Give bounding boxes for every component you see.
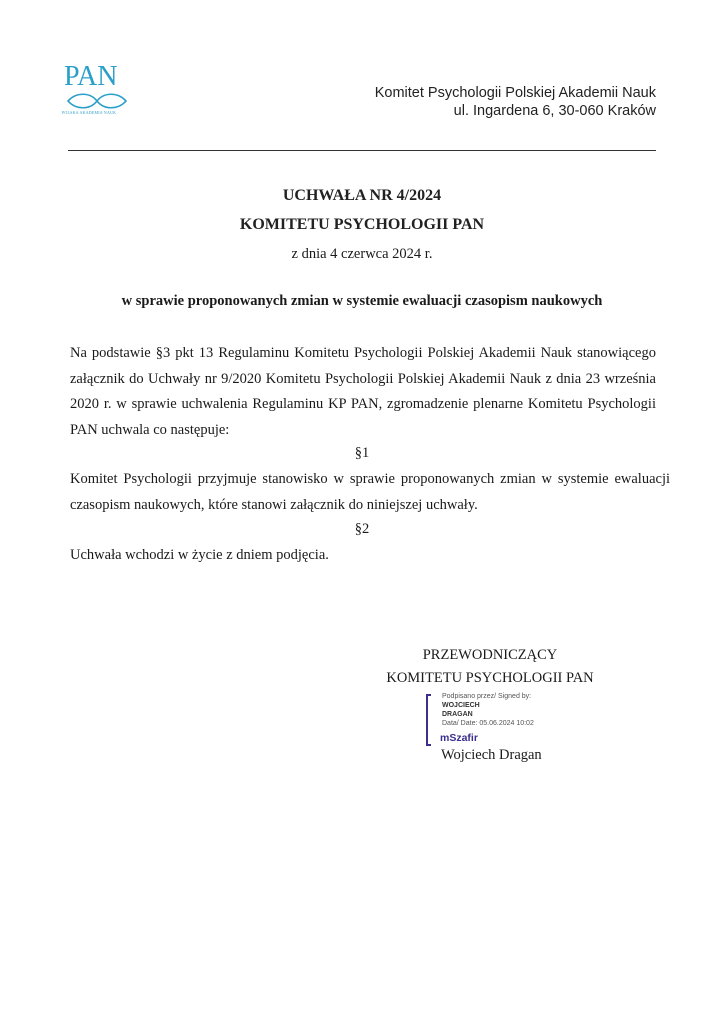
institution-header [375, 84, 656, 120]
infinity-logo-icon [62, 90, 132, 112]
pan-logo [62, 62, 132, 122]
section-2-heading: §2 [354, 521, 370, 537]
section-2-text: Uchwała wchodzi w życie z dniem podjęcia. [70, 547, 329, 563]
signature-bracket-icon [425, 694, 433, 746]
signature-role-1: PRZEWODNICZĄCY [422, 647, 558, 663]
stamp-name-last: DRAGAN [442, 711, 473, 718]
resolution-committee: KOMITETU PSYCHOLOGII PAN [239, 216, 485, 233]
resolution-subject: w sprawie proponowanych zmian w systemie ewaluacji czasopism naukowych [121, 293, 603, 309]
stamp-signed-by: Podpisano przez/ Signed by: [442, 693, 532, 700]
electronic-signature-stamp [425, 691, 575, 751]
institution-name: Komitet Psychologii Polskiej Akademii Nauk [374, 85, 656, 101]
header-divider [68, 150, 656, 151]
stamp-name-first: WOJCIECH [442, 702, 480, 709]
signature-role-2: KOMITETU PSYCHOLOGII PAN [386, 670, 594, 686]
signer-name: Wojciech Dragan [441, 747, 542, 763]
stamp-date: Data/ Date: 05.06.2024 10:02 [442, 720, 534, 727]
intro-paragraph: Na podstawie §3 pkt 13 Regulaminu Komitetu Psychologii Polskiej Akademii Nauk stanowiącego załącznik do Uchwały nr 9/2020 Komitetu Psychologii Polskiej Akademii Nauk z dnia 23 września 2020 r. w sprawie uchwalenia Regulaminu KP PAN, zgromadzenie plenarne Komitetu Psychologii PAN uchwala co następuje: [70, 345, 656, 438]
resolution-date: z dnia 4 czerwca 2024 r. [291, 246, 433, 262]
section-1-heading: §1 [354, 445, 370, 461]
logo-text: PAN [64, 61, 118, 92]
mszafir-brand: mSzafir [440, 732, 478, 744]
institution-address: ul. Ingardena 6, 30-060 Kraków [453, 103, 656, 119]
resolution-title: UCHWAŁA NR 4/2024 [282, 187, 442, 204]
stamp-details [442, 692, 534, 728]
section-1-text: Komitet Psychologii przyjmuje stanowisko w sprawie proponowanych zmian w systemie ewaluacji czasopism naukowych, które stanowi załącznik do niniejszej uchwały. [70, 471, 670, 513]
logo-subtitle: POLSKA AKADEMIA NAUK [62, 110, 117, 115]
